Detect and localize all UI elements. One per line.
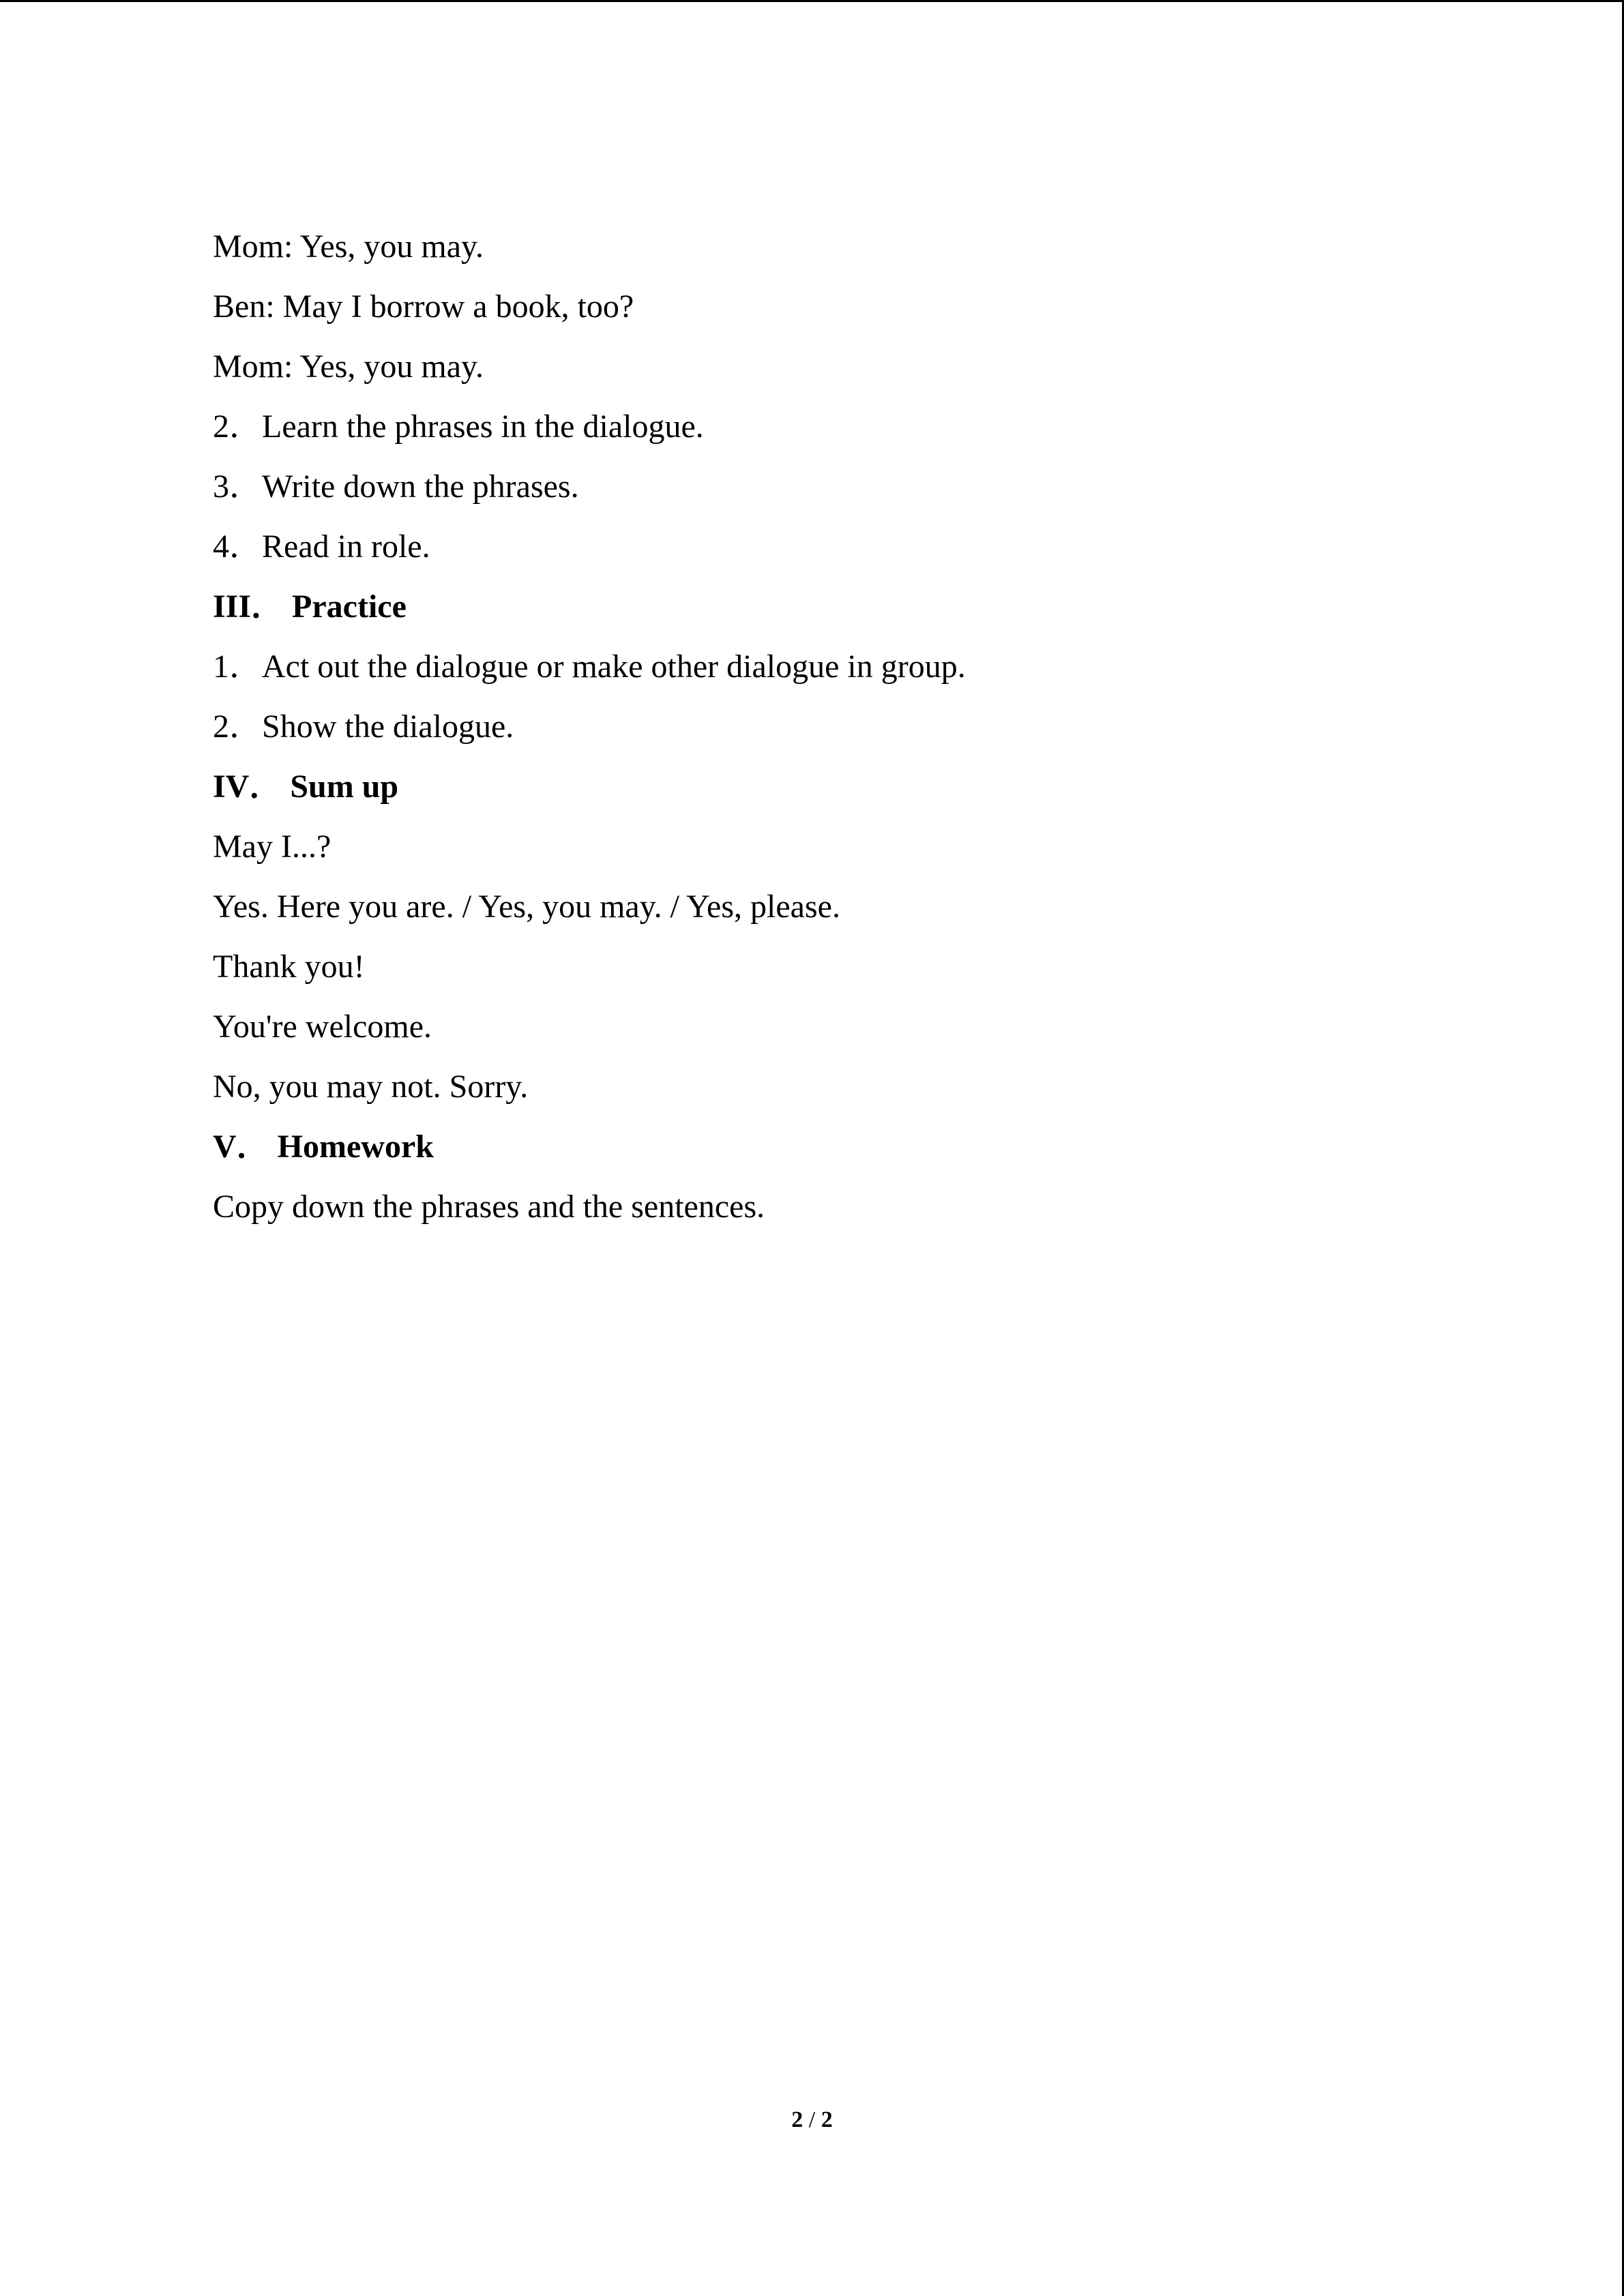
summary-line <box>213 817 1509 877</box>
summary-line <box>213 877 1509 937</box>
step-text: Show the dialogue. <box>262 709 514 745</box>
line-text: Mom: Yes, you may. <box>213 228 484 265</box>
line-text: Copy down the phrases and the sentences. <box>213 1189 765 1225</box>
step-number: 3． <box>213 468 263 505</box>
step-number: 4． <box>213 528 263 565</box>
line-text: Mom: Yes, you may. <box>213 348 484 385</box>
step-text: Act out the dialogue or make other dialogue in group. <box>262 648 966 685</box>
line-text: May I...? <box>213 829 331 865</box>
numbered-step <box>213 637 1509 697</box>
page-current: 2 <box>791 2107 803 2132</box>
line-text: You're welcome. <box>213 1009 432 1045</box>
dialogue-line <box>213 277 1509 337</box>
line-text: Yes. Here you are. / Yes, you may. / Yes, please. <box>213 889 840 925</box>
dialogue-line <box>213 217 1509 277</box>
step-number: 2． <box>213 709 263 745</box>
section-numeral: V． <box>213 1129 269 1165</box>
page-number <box>0 2103 1624 2137</box>
step-text: Learn the phrases in the dialogue. <box>262 408 704 445</box>
section-heading-sum-up <box>213 757 1509 817</box>
section-numeral: IV． <box>213 769 282 805</box>
step-number: 2． <box>213 408 263 445</box>
line-text: No, you may not. Sorry. <box>213 1069 529 1105</box>
summary-line <box>213 937 1509 997</box>
page-top-border <box>0 0 1624 2</box>
step-text: Read in role. <box>262 528 430 565</box>
line-text: Ben: May I borrow a book, too? <box>213 288 634 325</box>
section-heading-homework <box>213 1117 1509 1177</box>
step-text: Write down the phrases. <box>262 468 579 505</box>
step-number: 1． <box>213 648 263 685</box>
numbered-step <box>213 457 1509 517</box>
section-numeral: III． <box>213 588 284 625</box>
section-title: Sum up <box>290 769 399 805</box>
summary-line <box>213 997 1509 1057</box>
dialogue-line <box>213 337 1509 397</box>
numbered-step <box>213 397 1509 457</box>
numbered-step <box>213 697 1509 757</box>
summary-line <box>213 1057 1509 1117</box>
numbered-step <box>213 517 1509 577</box>
page-separator: / <box>808 2107 816 2132</box>
section-title: Practice <box>292 588 407 625</box>
homework-line <box>213 1177 1509 1237</box>
page-total: 2 <box>821 2107 833 2132</box>
section-heading-practice <box>213 577 1509 637</box>
line-text: Thank you! <box>213 949 365 985</box>
document-body <box>213 217 1509 1237</box>
section-title: Homework <box>277 1129 434 1165</box>
